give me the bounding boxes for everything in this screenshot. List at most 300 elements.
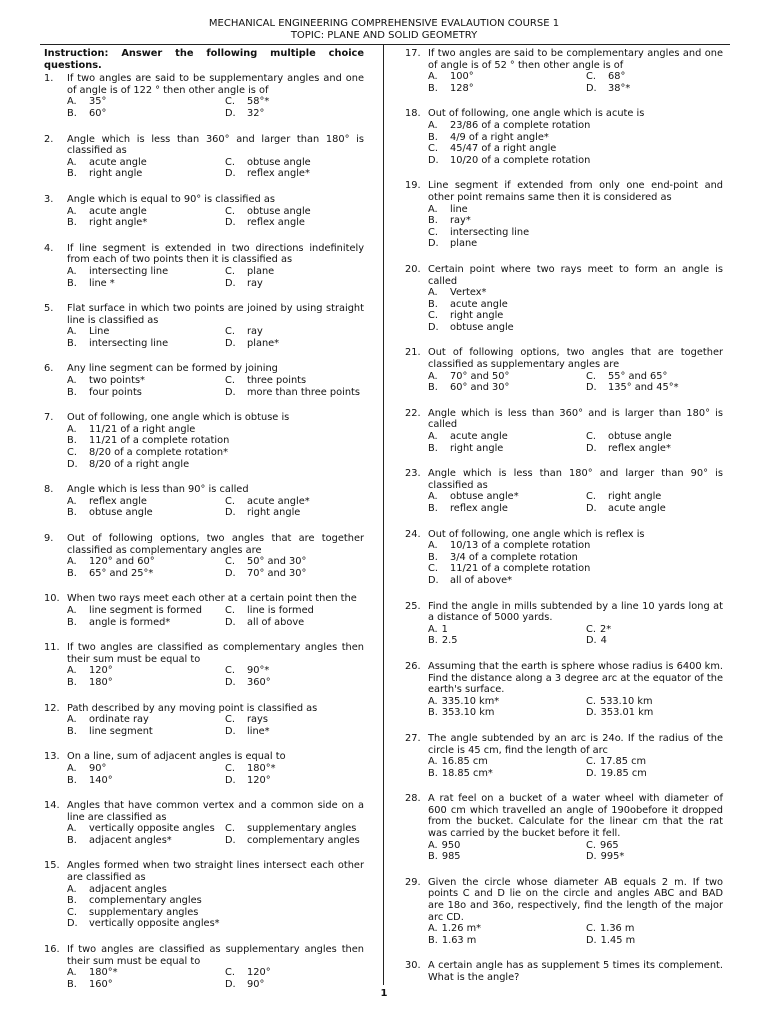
question-stem <box>44 533 364 556</box>
question-text: Find the angle in mills subtended by a line 10 yards long at a distance of 5000 yards. <box>428 600 723 624</box>
question-text: Out of following, one angle which is obtuse is <box>67 412 290 424</box>
option-letter: A. <box>428 71 438 83</box>
answer-option <box>225 823 364 835</box>
option-letter: B. <box>67 337 77 349</box>
option-letter: A. <box>428 287 438 299</box>
question-item <box>405 733 723 779</box>
answer-option <box>428 563 723 575</box>
option-text: reflex angle <box>450 503 508 514</box>
course-title: MECHANICAL ENGINEERING COMPREHENSIVE EVALAUTION COURSE 1 <box>208 18 560 29</box>
page-number: 1 <box>380 988 388 999</box>
answer-option <box>67 157 225 169</box>
answer-option <box>225 967 364 979</box>
answer-option <box>428 696 586 708</box>
option-text: 1.26 m* <box>441 923 482 935</box>
option-text: Vertex* <box>450 287 487 299</box>
answer-option <box>67 459 364 471</box>
answer-option <box>67 338 225 350</box>
question-number: 15. <box>44 860 60 872</box>
option-text: supplementary angles <box>247 823 357 835</box>
question-text: Out of following, one angle which is acute is <box>428 108 645 120</box>
option-letter: B. <box>67 616 77 628</box>
option-letter: A. <box>428 623 438 635</box>
option-text: 11/21 of a complete rotation <box>89 435 230 447</box>
answer-options <box>67 823 364 846</box>
option-text: 55° and 65° <box>608 370 668 382</box>
answer-option <box>428 83 586 95</box>
answer-option <box>428 227 723 239</box>
option-letter: C. <box>225 265 235 277</box>
option-text: ray* <box>450 215 471 227</box>
option-letter: A. <box>67 156 77 168</box>
option-letter: B. <box>67 107 77 119</box>
option-text: 1.63 m <box>441 934 477 946</box>
option-text: 180°* <box>89 967 118 979</box>
question-stem <box>44 243 364 266</box>
option-text: 1.45 m <box>600 934 636 946</box>
answer-option <box>428 204 723 216</box>
option-letter: D. <box>225 277 236 289</box>
option-text: obtuse angle* <box>450 491 519 503</box>
answer-option <box>428 155 723 167</box>
option-letter: A. <box>428 695 438 707</box>
option-text: four points <box>89 386 142 398</box>
question-text: Angles that have common vertex and a common side on a line are classified as <box>67 800 364 823</box>
answer-option <box>225 763 364 775</box>
option-letter: B. <box>428 131 438 143</box>
option-letter: D. <box>586 934 597 946</box>
answer-option <box>428 443 586 455</box>
option-text: line * <box>89 277 115 289</box>
answer-option <box>586 71 723 83</box>
option-letter: C. <box>586 370 596 382</box>
option-text: adjacent angles <box>89 883 167 895</box>
answer-option <box>428 382 586 394</box>
option-letter: B. <box>67 978 77 990</box>
answer-options <box>67 326 364 349</box>
option-text: three points <box>247 375 307 387</box>
option-letter: D. <box>225 337 236 349</box>
option-text: 3/4 of a complete rotation <box>450 551 578 563</box>
answer-option <box>428 143 723 155</box>
option-letter: C. <box>586 695 596 707</box>
question-stem <box>44 134 364 157</box>
option-text: ray <box>247 277 263 289</box>
option-text: ray <box>247 326 263 338</box>
option-text: reflex angle <box>89 495 147 507</box>
question-number: 14. <box>44 800 60 812</box>
option-text: supplementary angles <box>89 906 199 918</box>
question-text: Line segment if extended from only one end-point and other point remains same then it is considered as <box>428 180 723 203</box>
question-number: 24. <box>405 528 421 540</box>
option-letter: B. <box>67 834 77 846</box>
option-letter: A. <box>67 265 77 277</box>
answer-option <box>67 424 364 436</box>
option-letter: C. <box>586 839 596 851</box>
question-item <box>44 303 364 349</box>
question-stem <box>44 194 364 206</box>
option-text: acute angle <box>89 205 147 217</box>
answer-options <box>428 540 723 586</box>
question-number: 7. <box>44 412 54 424</box>
answer-option <box>67 605 225 617</box>
option-text: 18.85 cm* <box>441 767 493 779</box>
question-number: 12. <box>44 702 60 714</box>
question-item <box>44 363 364 398</box>
option-text: 90°* <box>247 665 270 677</box>
answer-option <box>428 923 586 935</box>
answer-option <box>225 278 364 290</box>
answer-option <box>428 287 723 299</box>
question-stem <box>405 48 723 71</box>
question-item <box>44 751 364 786</box>
option-letter: B. <box>67 386 77 398</box>
option-text: 35° <box>89 96 107 108</box>
answer-option <box>67 556 225 568</box>
question-stem <box>44 484 364 496</box>
answer-option <box>428 575 723 587</box>
answer-option <box>225 507 364 519</box>
option-text: right angle <box>450 310 504 322</box>
answer-option <box>225 266 364 278</box>
option-letter: C. <box>586 431 596 443</box>
question-number: 29. <box>405 876 421 888</box>
answer-option <box>67 617 225 629</box>
answer-options <box>67 884 364 930</box>
option-text: reflex angle <box>247 217 305 229</box>
option-text: line is formed <box>247 604 314 616</box>
option-letter: C. <box>225 556 235 568</box>
question-item <box>405 877 723 947</box>
option-letter: C. <box>586 491 596 503</box>
question-text: Flat surface in which two points are joined by using straight line is classified as <box>67 303 364 326</box>
option-letter: D. <box>225 978 236 990</box>
question-item <box>405 793 723 863</box>
option-text: 90° <box>89 762 107 774</box>
answer-option <box>586 851 723 863</box>
question-text: If two angles are classified as complementary angles then their sum must be equal to <box>67 642 364 665</box>
question-item <box>44 944 364 990</box>
option-text: ordinate ray <box>89 714 149 726</box>
option-letter: D. <box>225 616 236 628</box>
option-letter: B. <box>428 635 438 647</box>
question-stem <box>405 264 723 287</box>
option-letter: D. <box>586 382 597 394</box>
answer-option <box>67 168 225 180</box>
option-letter: B. <box>428 934 438 946</box>
question-item <box>44 134 364 180</box>
option-letter: A. <box>67 604 77 616</box>
question-item <box>44 73 364 119</box>
option-text: acute angle <box>89 156 147 168</box>
question-stem <box>405 601 723 624</box>
answer-option <box>225 605 364 617</box>
question-item <box>44 412 364 470</box>
option-letter: B. <box>428 442 438 454</box>
option-letter: C. <box>586 923 596 935</box>
question-number: 26. <box>405 660 421 672</box>
option-letter: A. <box>67 967 77 979</box>
option-letter: C. <box>586 756 596 768</box>
answer-option <box>225 387 364 399</box>
option-text: 120° and 60° <box>89 556 155 568</box>
question-item <box>405 48 723 94</box>
option-letter: C. <box>225 967 235 979</box>
answer-option <box>225 665 364 677</box>
answer-options <box>428 287 723 333</box>
answer-option <box>67 206 225 218</box>
answer-option <box>586 768 723 780</box>
answer-option <box>67 918 364 930</box>
answer-option <box>586 431 723 443</box>
answer-option <box>67 217 225 229</box>
answer-option <box>225 835 364 847</box>
option-letter: C. <box>225 823 235 835</box>
option-letter: A. <box>67 495 77 507</box>
answer-option <box>428 322 723 334</box>
option-letter: C. <box>225 205 235 217</box>
option-letter: B. <box>67 774 77 786</box>
question-stem <box>44 800 364 823</box>
option-letter: A. <box>67 556 77 568</box>
option-letter: A. <box>67 423 77 435</box>
question-number: 19. <box>405 180 421 192</box>
answer-option <box>67 278 225 290</box>
question-item <box>44 860 364 930</box>
answer-option <box>67 665 225 677</box>
option-text: 11/21 of a right angle <box>89 423 196 435</box>
question-text: Angle which is less than 360° and is larger than 180° is called <box>428 407 723 431</box>
option-letter: C. <box>225 375 235 387</box>
answer-option <box>586 935 723 947</box>
option-text: Line <box>89 326 110 338</box>
option-text: line segment <box>89 725 153 737</box>
answer-options <box>428 204 723 250</box>
option-text: more than three points <box>247 386 360 398</box>
option-letter: D. <box>225 168 236 180</box>
option-letter: B. <box>428 851 438 863</box>
question-number: 30. <box>405 960 421 972</box>
answer-options <box>428 431 723 454</box>
answer-option <box>428 431 586 443</box>
answer-option <box>428 552 723 564</box>
option-letter: C. <box>67 447 77 459</box>
option-text: right angle <box>450 442 504 454</box>
answer-options <box>67 967 364 990</box>
option-text: 23/86 of a complete rotation <box>450 119 591 131</box>
option-letter: C. <box>225 96 235 108</box>
option-text: obtuse angle <box>450 321 514 333</box>
header-rule <box>40 44 730 45</box>
answer-option <box>67 775 225 787</box>
option-text: 90° <box>247 978 265 990</box>
answer-option <box>428 310 723 322</box>
option-text: 353.01 km <box>600 707 654 719</box>
question-number: 6. <box>44 363 54 375</box>
option-letter: B. <box>428 707 438 719</box>
option-text: line segment is formed <box>89 604 202 616</box>
option-letter: C. <box>428 226 438 238</box>
option-text: vertically opposite angles* <box>89 918 220 930</box>
question-number: 27. <box>405 732 421 744</box>
answer-option <box>586 503 723 515</box>
answer-options <box>428 371 723 394</box>
option-letter: B. <box>428 551 438 563</box>
option-letter: C. <box>225 156 235 168</box>
answer-option <box>67 568 225 580</box>
answer-option <box>428 768 586 780</box>
column-divider <box>383 45 384 985</box>
option-letter: A. <box>428 119 438 131</box>
option-text: 360° <box>247 676 271 688</box>
page-header <box>0 18 768 42</box>
option-text: 353.10 km <box>441 707 495 719</box>
question-stem <box>44 751 364 763</box>
option-letter: D. <box>225 567 236 579</box>
answer-option <box>428 120 723 132</box>
option-letter: A. <box>428 431 438 443</box>
answer-option <box>225 375 364 387</box>
question-text: A certain angle has as supplement 5 times its complement. What is the angle? <box>428 960 723 983</box>
answer-option <box>67 763 225 775</box>
option-text: line <box>450 203 468 215</box>
question-item <box>405 529 723 587</box>
option-letter: D. <box>67 918 78 930</box>
option-letter: B. <box>67 567 77 579</box>
answer-option <box>225 338 364 350</box>
question-text: Angles formed when two straight lines intersect each other are classified as <box>67 860 364 884</box>
option-text: 2* <box>599 623 612 635</box>
option-text: two points* <box>89 375 145 387</box>
question-text: Out of following options, two angles that are together classified as supplementary angles are <box>428 347 723 371</box>
answer-options <box>428 624 723 647</box>
option-text: plane <box>247 265 275 277</box>
question-number: 17. <box>405 48 421 59</box>
option-letter: D. <box>428 321 439 333</box>
option-text: 10/20 of a complete rotation <box>450 154 591 166</box>
answer-option <box>428 503 586 515</box>
option-text: 335.10 km* <box>441 695 500 707</box>
answer-option <box>428 491 586 503</box>
question-item <box>405 601 723 647</box>
option-letter: B. <box>428 215 438 227</box>
answer-options <box>428 120 723 166</box>
option-letter: A. <box>428 839 438 851</box>
answer-option <box>225 96 364 108</box>
answer-options <box>428 756 723 779</box>
question-text: Out of following options, two angles that are together classified as complementary angles are <box>67 533 364 556</box>
option-text: obtuse angle <box>247 205 311 217</box>
question-item <box>405 108 723 166</box>
answer-option <box>428 851 586 863</box>
answer-options <box>67 763 364 786</box>
question-text: Angle which is equal to 90° is classified as <box>67 193 275 205</box>
option-letter: C. <box>428 310 438 322</box>
answer-option <box>225 677 364 689</box>
option-text: right angle <box>247 507 301 519</box>
answer-option <box>586 443 723 455</box>
answer-option <box>67 823 225 835</box>
option-text: 180°* <box>247 762 276 774</box>
answer-options <box>67 375 364 398</box>
option-letter: C. <box>428 143 438 155</box>
answer-option <box>67 96 225 108</box>
option-letter: A. <box>67 326 77 338</box>
answer-options <box>428 696 723 719</box>
question-stem <box>44 412 364 424</box>
option-letter: D. <box>225 676 236 688</box>
answer-option <box>586 624 723 636</box>
option-text: complementary angles <box>89 895 202 907</box>
question-stem <box>405 180 723 203</box>
question-item <box>405 347 723 393</box>
question-stem <box>405 960 723 983</box>
option-text: right angle <box>608 491 662 503</box>
answer-option <box>67 677 225 689</box>
option-text: 995* <box>600 851 625 863</box>
option-text: all of above <box>247 616 305 628</box>
option-letter: B. <box>67 676 77 688</box>
answer-option <box>225 157 364 169</box>
answer-options <box>67 424 364 470</box>
question-text: A rat feel on a bucket of a water wheel with diameter of 600 cm which travelled an angle of 190obefore it dropped from the bucket. Calculate for the linear cm that the rat was carried by the bucket before it fell. <box>428 793 723 840</box>
question-number: 5. <box>44 303 54 315</box>
option-text: angle is formed* <box>89 616 171 628</box>
question-number: 4. <box>44 242 54 254</box>
option-letter: D. <box>586 503 597 514</box>
question-stem <box>405 408 723 431</box>
option-text: 8/20 of a right angle <box>89 458 190 470</box>
question-number: 21. <box>405 347 421 359</box>
question-stem <box>44 363 364 375</box>
question-item <box>405 264 723 334</box>
option-text: 10/13 of a complete rotation <box>450 540 591 552</box>
topic-title: TOPIC: PLANE AND SOLID GEOMETRY <box>290 30 478 41</box>
option-text: plane <box>450 238 478 250</box>
option-letter: B. <box>428 382 438 394</box>
question-number: 1. <box>44 73 54 85</box>
question-text: If two angles are classified as supplementary angles then their sum must be equal to <box>67 944 364 967</box>
option-letter: A. <box>67 375 77 387</box>
option-text: acute angle* <box>247 495 310 507</box>
question-stem <box>44 73 364 96</box>
question-item <box>44 593 364 628</box>
answer-options <box>67 605 364 628</box>
option-letter: B. <box>67 217 77 229</box>
answer-option <box>67 895 364 907</box>
question-text: If two angles are said to be supplementary angles and one of angle is of 122 ° then other angle is of <box>67 73 364 96</box>
option-letter: D. <box>225 774 236 786</box>
answer-option <box>586 371 723 383</box>
question-item <box>405 468 723 514</box>
option-text: 160° <box>89 978 113 990</box>
option-letter: B. <box>67 725 77 737</box>
answer-option <box>586 707 723 719</box>
option-letter: C. <box>225 762 235 774</box>
option-letter: B. <box>67 277 77 289</box>
question-stem <box>405 529 723 541</box>
option-text: 60° and 30° <box>450 382 510 394</box>
option-letter: B. <box>67 435 77 447</box>
question-number: 16. <box>44 944 60 956</box>
question-stem <box>44 593 364 605</box>
answer-option <box>428 299 723 311</box>
option-text: complementary angles <box>247 834 360 846</box>
option-letter: A. <box>67 823 77 835</box>
answer-options <box>67 556 364 579</box>
option-letter: A. <box>67 883 77 895</box>
question-item <box>44 800 364 846</box>
